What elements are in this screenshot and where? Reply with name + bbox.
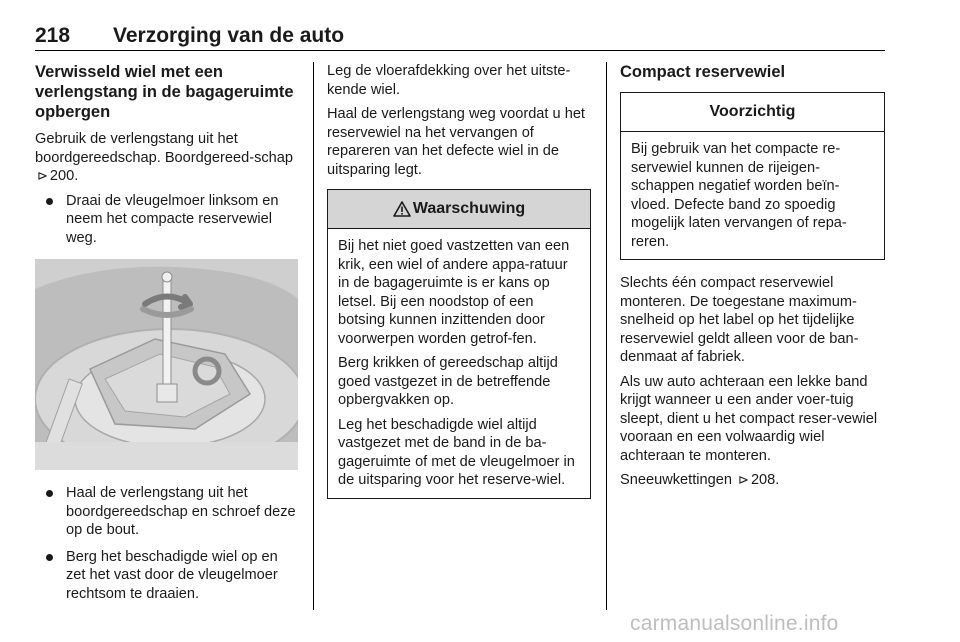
instruction-list xyxy=(35,484,298,603)
warning-body xyxy=(328,229,590,498)
warning-box xyxy=(327,189,591,499)
paragraph: Sneeuwkettingen ⊳ 208. xyxy=(620,472,780,488)
caution-box xyxy=(620,92,885,260)
warning-paragraph: Berg krikken of gereedschap altijd goed vastgezet in de betreffende opbergvakken op. xyxy=(338,355,558,408)
page-ref-arrow-icon: ⊳ xyxy=(738,472,749,487)
chapter-title: Verzorging van de auto xyxy=(113,24,345,47)
page-reference-link[interactable]: 200. xyxy=(49,168,79,184)
page-number: 218 xyxy=(35,24,71,47)
section-heading: Compact reservewiel xyxy=(620,63,786,81)
watermark: carmanualsonline.info xyxy=(630,612,839,635)
page-reference-link[interactable]: 208. xyxy=(750,472,780,488)
section-heading: Verwisseld wiel met een verlengstang in de bagageruimte opbergen xyxy=(35,63,294,121)
list-item: Draai de vleugelmoer linksom en neem het compacte reservewiel weg. xyxy=(35,192,298,248)
list-item: Haal de verlengstang uit het boordgereedschap en schroef deze op de bout. xyxy=(35,484,298,540)
warning-paragraph: Bij het niet goed vastzetten van een krik, een wiel of andere appa-ratuur in de bagageruimte is er kans op letsel. Bij een noodstop of een botsing kunnen inzittenden door voorwerpen worden getrof-fen. xyxy=(338,238,570,347)
column-left xyxy=(35,62,298,611)
caution-paragraph: Bij gebruik van het compacte re-servewiel kunnen de rijeigen-schappen negatief worden beïn-vloed. Defecte band zo spoedig mogelijk laten vervangen of repa-reren. xyxy=(631,141,847,250)
bullet-icon xyxy=(46,198,53,205)
intro-paragraph: Gebruik de verlengstang uit het boordgereedschap. Boordgereed-schap ⊳ 200. xyxy=(35,131,294,184)
caution-title: Voorzichtig xyxy=(709,103,796,120)
paragraph: Slechts één compact reservewiel monteren. De toegestane maximum-snelheid op het label op het tijdelijke reservewiel geldt alleen voor de ban-denmaat af fabriek. xyxy=(620,275,859,365)
column-divider xyxy=(606,62,607,610)
warning-triangle-icon xyxy=(393,201,411,217)
paragraph: Haal de verlengstang weg voordat u het reservewiel na het vervangen of repareren van het defecte wiel in de uitsparing legt. xyxy=(327,106,585,178)
caution-header xyxy=(621,93,884,132)
page-ref-arrow-icon: ⊳ xyxy=(37,168,48,183)
warning-header xyxy=(328,190,590,229)
column-right xyxy=(620,62,885,496)
instruction-list xyxy=(35,192,298,248)
list-item: Berg het beschadigde wiel op en zet het vast door de vleugelmoer rechtsom te draaien. xyxy=(35,548,298,604)
spare-wheel-illustration xyxy=(35,259,298,470)
column-middle xyxy=(327,62,591,499)
bullet-icon xyxy=(46,490,53,497)
warning-paragraph: Leg het beschadigde wiel altijd vastgezet met de band in de ba-gageruimte of met de vleugelmoer in de uitsparing voor het reserve-wiel. xyxy=(338,416,575,488)
paragraph: Leg de vloerafdekking over het uitste-kende wiel. xyxy=(327,63,571,98)
column-divider xyxy=(313,62,314,610)
warning-title: Waarschuwing xyxy=(412,200,526,217)
bullet-icon xyxy=(46,554,53,561)
caution-body xyxy=(621,132,884,259)
paragraph: Als uw auto achteraan een lekke band krijgt wanneer u een ander voer-tuig sleept, dient u het compact reser-vewiel vooraan en een volwaardig wiel achteraan te monteren. xyxy=(620,373,878,464)
page-header xyxy=(35,20,885,51)
